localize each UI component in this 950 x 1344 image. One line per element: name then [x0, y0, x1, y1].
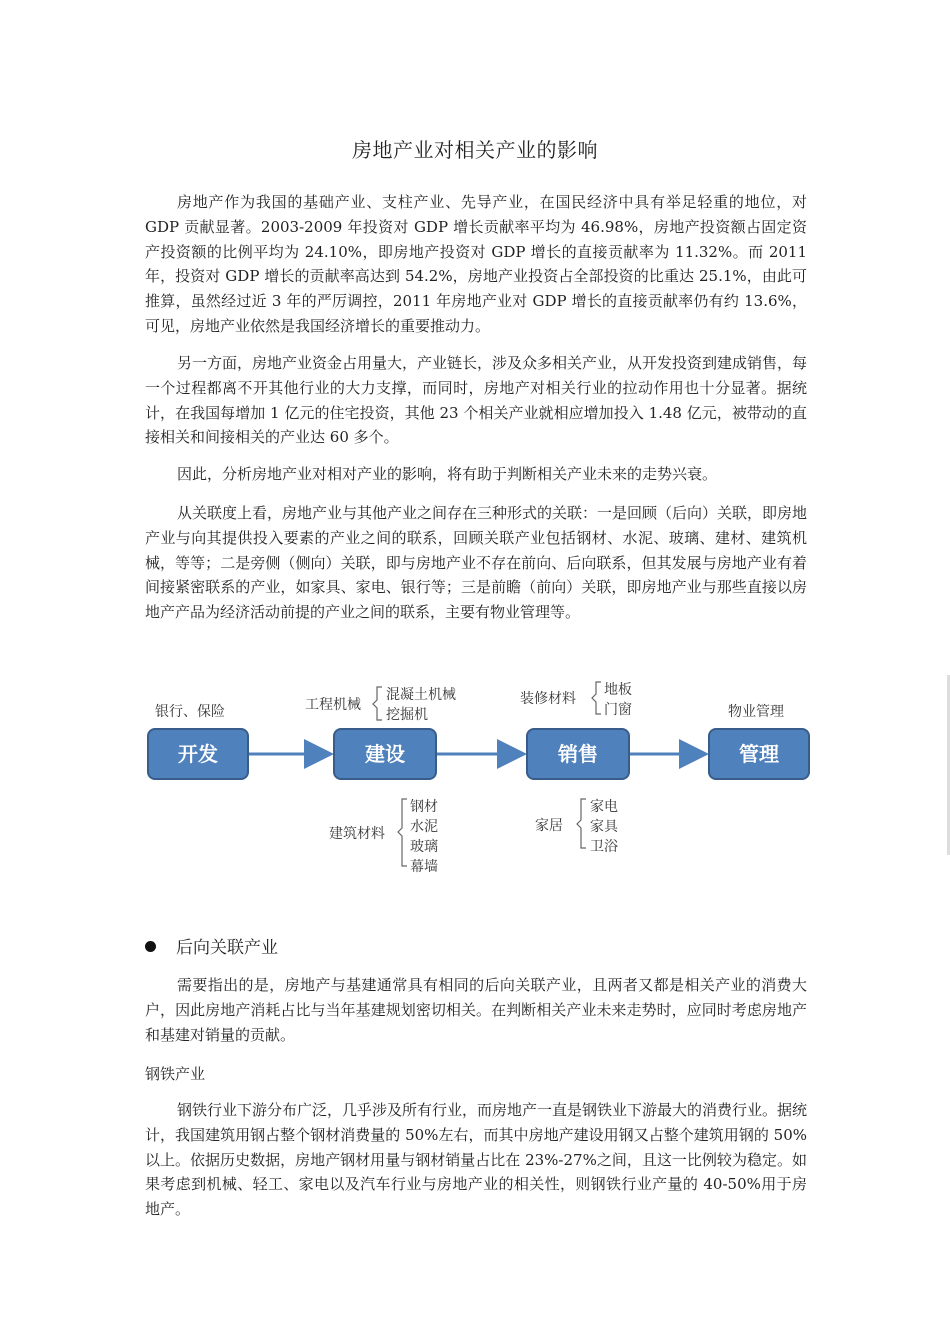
label-building-materials: 建筑材料	[329, 826, 385, 842]
label-excavator: 挖掘机	[386, 707, 428, 723]
label-appliances: 家电	[590, 799, 618, 815]
paragraph-linkage-types: 从关联度上看，房地产业与其他产业之间存在三种形式的关联：一是回顾（后向）关联，即房地产业与向其提供投入要素的产业之间的联系，回顾关联产业包括钢材、水泥、玻璃、建材、建筑机械，等等；二是旁侧（侧向）关联，即与房地产业不存在前向、后向联系，但其发展与房地产业有着间接紧密联系的产业，如家具、家电、银行等；三是前瞻（前向）关联，即房地产业与那些直接以房地产产品为经济活动前提的产业之间的联系，主要有物业管理等。	[145, 504, 808, 622]
stage-xiaoshou	[527, 729, 629, 779]
paragraph-industry-chain: 另一方面，房地产业资金占用量大，产业链长，涉及众多相关产业，从开发投资到建成销售，每一个过程都离不开其他行业的大力支撑，而同时，房地产对相关行业的拉动作用也十分显著。据统计，在我国每增加 1 亿元的住宅投资，其他 23 个相关产业就相应增加投入 1.48 亿元，被带动的直接相关和间接相关的产业达 60 多个。	[145, 354, 808, 447]
industry-chain-diagram	[145, 670, 815, 885]
label-cement: 水泥	[410, 819, 438, 835]
label-doors-windows: 门窗	[604, 702, 632, 718]
paragraph-infrastructure: 需要指出的是，房地产与基建通常具有相同的后向关联产业，且两者又都是相关产业的消费大户，因此房地产消耗占比与当年基建规划密切相关。在判断相关产业未来走势时，应同时考虑房地产和基建对销量的贡献。	[145, 976, 807, 1044]
paragraph-gdp-contribution: 房地产作为我国的基础产业、支柱产业、先导产业，在国民经济中具有举足轻重的地位，对 GDP 贡献显著。2003-2009 年投资对 GDP 增长贡献率平均为 46.98%，房地产投资额占固定资产投资额的比例平均为 24.10%，即房地产投资对 GDP 增长的直接贡献率为 11.32%。而 2011 年，投资对 GDP 增长的贡献率高达到 54.2%，房地产业投资占全部投资的比重达 25.1%，由此可推算，虽然经过近 3 年的严厉调控，2011 年房地产业对 GDP 增长的直接贡献率仍有约 13.6%，可见，房地产业依然是我国经济增长的重要推动力。	[145, 193, 807, 335]
section-heading-backward-linkage	[145, 933, 278, 958]
paragraph-steel-industry: 钢铁行业下游分布广泛，几乎涉及所有行业，而房地产一直是钢铁业下游最大的消费行业。据统计，我国建筑用钢占整个钢材消费量的 50%左右，而其中房地产建设用钢又占整个建筑用钢的 50%以上。依据历史数据，房地产钢材用量与钢材销量占比在 23%-27%之间，且这一比例较为稳定。如果考虑到机械、轻工、家电以及汽车行业与房地产业的相关性，则钢铁行业产量的 40-50%用于房地产。	[145, 1101, 808, 1219]
brace-home-furnishing	[577, 799, 586, 848]
label-furniture: 家具	[590, 819, 618, 835]
stage-guanli	[709, 729, 809, 779]
label-bank-insurance: 银行、保险	[155, 704, 225, 720]
stage-xiaoshou-label: 销售	[558, 742, 598, 766]
section-heading-text: 后向关联产业	[176, 938, 278, 958]
brace-decoration-materials	[592, 682, 601, 714]
label-decoration-materials: 装修材料	[520, 691, 576, 707]
stage-kaifa	[148, 729, 248, 779]
paragraph-conclusion: 因此，分析房地产业对相对产业的影响，将有助于判断相关产业未来的走势兴衰。	[177, 465, 718, 483]
stage-jianshe-label: 建设	[365, 742, 405, 766]
label-home-furnishing: 家居	[535, 818, 563, 834]
label-floor: 地板	[604, 682, 632, 698]
bullet-icon	[145, 941, 156, 952]
brace-engineering-machinery	[373, 687, 382, 720]
label-glass: 玻璃	[410, 839, 438, 855]
label-curtain-wall: 幕墙	[410, 859, 438, 875]
brace-building-materials	[398, 799, 407, 866]
label-concrete-machinery: 混凝土机械	[386, 687, 456, 703]
label-steel: 钢材	[410, 799, 438, 815]
label-property-management: 物业管理	[728, 704, 784, 720]
label-engineering-machinery: 工程机械	[305, 697, 361, 713]
subheading-steel-industry: 钢铁产业	[145, 1065, 206, 1083]
stage-guanli-label: 管理	[739, 742, 779, 766]
stage-kaifa-label: 开发	[178, 742, 218, 766]
stage-jianshe	[334, 729, 436, 779]
label-sanitary-ware: 卫浴	[590, 839, 618, 855]
page-title: 房地产业对相关产业的影响	[352, 138, 598, 162]
